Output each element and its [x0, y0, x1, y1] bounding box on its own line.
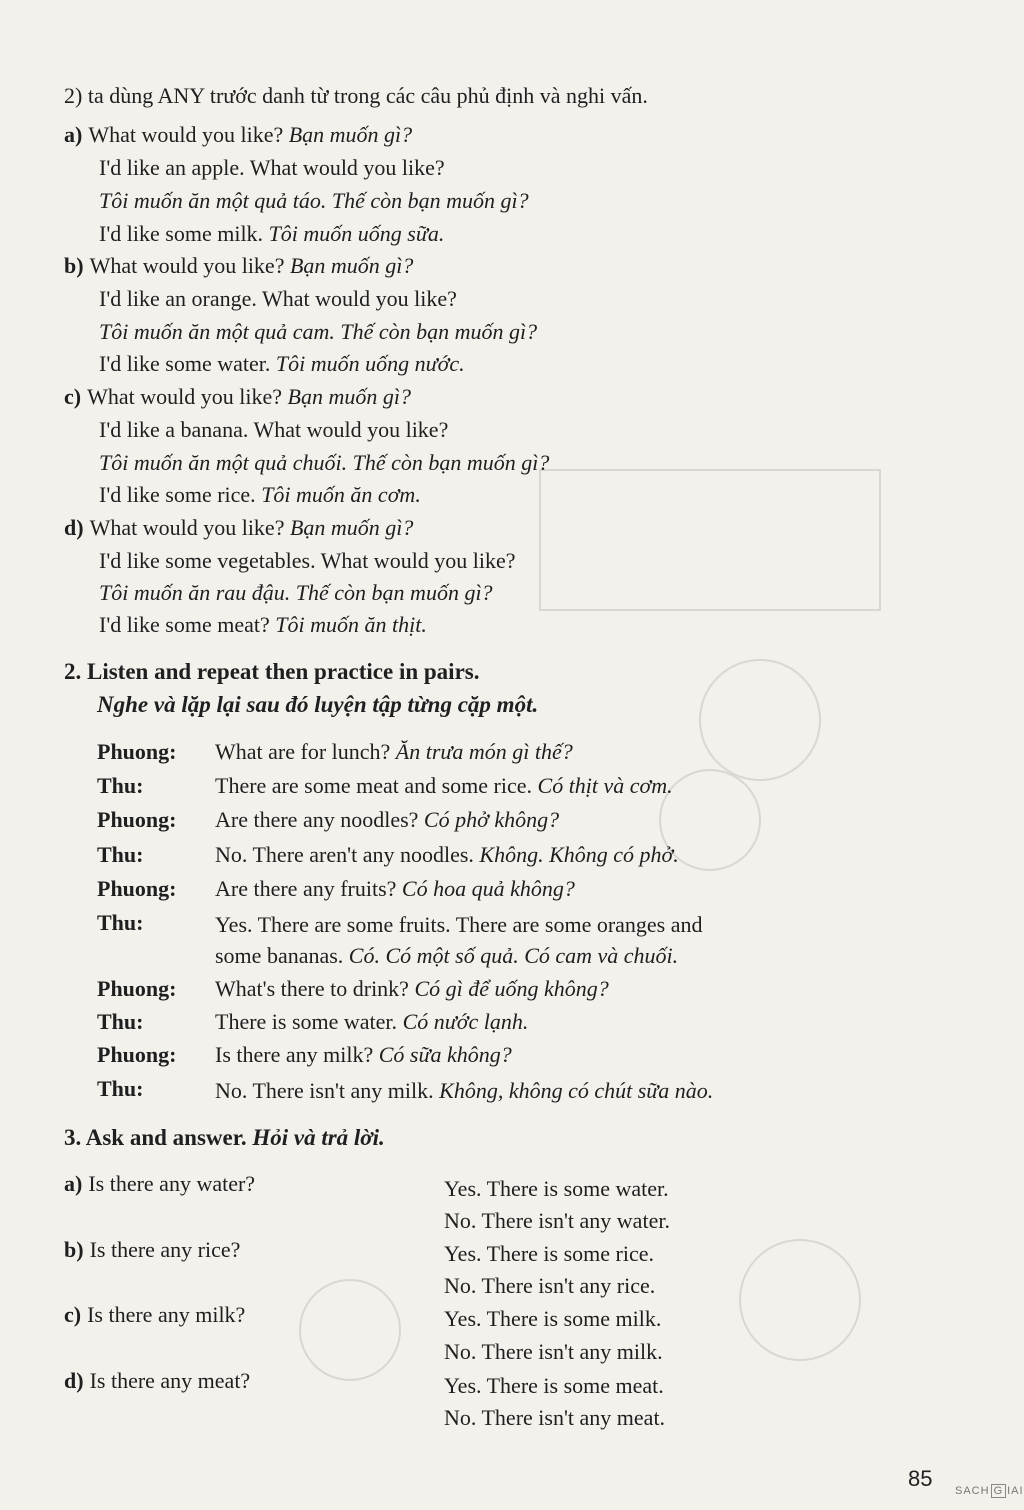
s1-a-line3 [99, 221, 444, 247]
s3-marker: a) [64, 1171, 83, 1196]
dialogue-en: No. There aren't any noodles. [215, 842, 474, 867]
site-logo [955, 1484, 1024, 1498]
s3-q: Is there any meat? [89, 1368, 251, 1393]
s1-a-q-en: What would you like? [88, 122, 284, 147]
dialogue-speaker: Thu: [97, 910, 144, 935]
s1-a-l3-en: I'd like some milk. [99, 221, 264, 246]
s1-a-line2: Tôi muốn ăn một quả táo. Thế còn bạn muốn gì? [99, 188, 529, 213]
dialogue-vi: Không. Không có phở. [479, 842, 679, 867]
s1-d-q-en: What would you like? [89, 515, 285, 540]
s3-question [64, 1302, 245, 1328]
dialogue-en: What are for lunch? [215, 739, 391, 764]
dialogue-en: Is there any milk? [215, 1042, 374, 1067]
dialogue-speaker: Phuong: [97, 739, 177, 764]
dialogue-line [215, 1078, 713, 1104]
dialogue-line: Yes. There are some fruits. There are some oranges and [215, 912, 703, 937]
s1-a-line1: I'd like an apple. What would you like? [99, 155, 445, 180]
dialogue-speaker: Phuong: [97, 976, 177, 1001]
section2-heading-vi: Nghe và lặp lại sau đó luyện tập từng cặp một. [97, 692, 539, 717]
s3-question [64, 1368, 250, 1394]
s3-marker: d) [64, 1368, 84, 1393]
dialogue-vi: Có gì để uống không? [414, 976, 609, 1001]
dialogue-line [215, 976, 609, 1002]
s1-c-q-en: What would you like? [87, 384, 282, 409]
dialogue-vi: Ăn trưa món gì thế? [395, 739, 573, 764]
s1-b-q-vi: Bạn muốn gì? [289, 253, 414, 278]
dialogue-vi: Có nước lạnh. [402, 1009, 529, 1034]
dialogue-vi: Không, không có chút sữa nào. [439, 1078, 714, 1103]
s1-item-b-question [64, 253, 413, 279]
dialogue-line [215, 807, 559, 833]
s1-a-q-vi: Bạn muốn gì? [288, 122, 413, 147]
s1-b-line1: I'd like an orange. What would you like? [99, 286, 457, 311]
s1-b-l3-en: I'd like some water. [99, 351, 271, 376]
dialogue-line [215, 1042, 512, 1068]
dialogue-speaker: Thu: [97, 1076, 144, 1101]
section3-heading [64, 1125, 385, 1151]
s3-answer-yes: Yes. There is some milk. [444, 1306, 662, 1331]
s1-item-c-question [64, 384, 411, 410]
s1-a-l3-vi: Tôi muốn uống sữa. [268, 221, 445, 246]
s1-item-a-marker: a) [64, 122, 83, 147]
s1-b-line3 [99, 351, 465, 377]
s3-answer-no: No. There isn't any meat. [444, 1405, 666, 1430]
s1-d-l3-en: I'd like some meat? [99, 612, 270, 637]
s1-c-q-vi: Bạn muốn gì? [287, 384, 411, 409]
s3-question [64, 1237, 240, 1263]
s3-q: Is there any milk? [87, 1302, 246, 1327]
s3-answer-no: No. There isn't any milk. [444, 1339, 663, 1364]
s1-item-a-question [64, 122, 412, 148]
logo-box: G [991, 1484, 1007, 1498]
s1-d-line3 [99, 612, 427, 638]
dialogue-en: Are there any noodles? [215, 807, 419, 832]
dialogue-vi: Có. Có một số quả. Có cam và chuối. [348, 943, 679, 968]
dialogue-en: some bananas. [215, 943, 344, 968]
page-number: 85 [908, 1466, 933, 1491]
logo-left: SACH [955, 1485, 990, 1497]
s3-q: Is there any rice? [89, 1237, 241, 1262]
s1-b-line2: Tôi muốn ăn một quả cam. Thế còn bạn muốn gì? [99, 319, 538, 344]
dialogue-line [215, 1009, 528, 1035]
dialogue-line [215, 876, 575, 902]
dialogue-speaker: Thu: [97, 1009, 144, 1034]
s1-d-line1: I'd like some vegetables. What would you like? [99, 548, 516, 573]
s1-c-line2: Tôi muốn ăn một quả chuối. Thế còn bạn muốn gì? [99, 450, 550, 475]
s3-marker: b) [64, 1237, 84, 1262]
s1-item-c-marker: c) [64, 384, 82, 409]
section3-heading-en: 3. Ask and answer. [64, 1125, 247, 1150]
s3-answer-yes: Yes. There is some water. [444, 1176, 669, 1201]
intro-line: 2) ta dùng ANY trước danh từ trong các câu phủ định và nghi vấn. [64, 83, 648, 108]
s3-q: Is there any water? [88, 1171, 256, 1196]
s3-answer-yes: Yes. There is some rice. [444, 1241, 654, 1266]
s1-item-d-marker: d) [64, 515, 84, 540]
s1-c-line3 [99, 482, 421, 508]
s3-answer-no: No. There isn't any water. [444, 1208, 670, 1233]
s1-c-l3-vi: Tôi muốn ăn cơm. [261, 482, 421, 507]
section2-heading: 2. Listen and repeat then practice in pairs. [64, 659, 480, 684]
s1-item-d-question [64, 515, 413, 541]
dialogue-vi: Có phở không? [423, 807, 560, 832]
logo-right: IAI [1007, 1485, 1024, 1497]
s1-b-l3-vi: Tôi muốn uống nước. [275, 351, 465, 376]
dialogue-vi: Có hoa quả không? [401, 876, 575, 901]
s3-question [64, 1171, 255, 1197]
s1-c-l3-en: I'd like some rice. [99, 482, 256, 507]
dialogue-line [215, 739, 573, 765]
dialogue-en: Are there any fruits? [215, 876, 397, 901]
dialogue-line [215, 773, 673, 799]
dialogue-speaker: Phuong: [97, 876, 177, 901]
dialogue-vi: Có thịt và cơm. [537, 773, 673, 798]
dialogue-speaker: Thu: [97, 842, 144, 867]
dialogue-en: What's there to drink? [215, 976, 409, 1001]
s3-marker: c) [64, 1302, 82, 1327]
s3-answer-no: No. There isn't any rice. [444, 1273, 656, 1298]
dialogue-speaker: Phuong: [97, 807, 177, 832]
dialogue-speaker: Thu: [97, 773, 144, 798]
s1-c-line1: I'd like a banana. What would you like? [99, 417, 449, 442]
section3-heading-vi: Hỏi và trả lời. [252, 1125, 385, 1150]
s3-answer-yes: Yes. There is some meat. [444, 1373, 664, 1398]
dialogue-vi: Có sữa không? [378, 1042, 512, 1067]
s1-item-b-marker: b) [64, 253, 84, 278]
s1-d-l3-vi: Tôi muốn ăn thịt. [275, 612, 427, 637]
dialogue-en: There are some meat and some rice. [215, 773, 533, 798]
s1-d-q-vi: Bạn muốn gì? [289, 515, 414, 540]
dialogue-en: There is some water. [215, 1009, 398, 1034]
dialogue-speaker: Phuong: [97, 1042, 177, 1067]
dialogue-en: No. There isn't any milk. [215, 1078, 434, 1103]
dialogue-line-cont [215, 943, 678, 969]
s1-d-line2: Tôi muốn ăn rau đậu. Thế còn bạn muốn gì? [99, 580, 493, 605]
dialogue-line [215, 842, 679, 868]
s1-b-q-en: What would you like? [89, 253, 285, 278]
